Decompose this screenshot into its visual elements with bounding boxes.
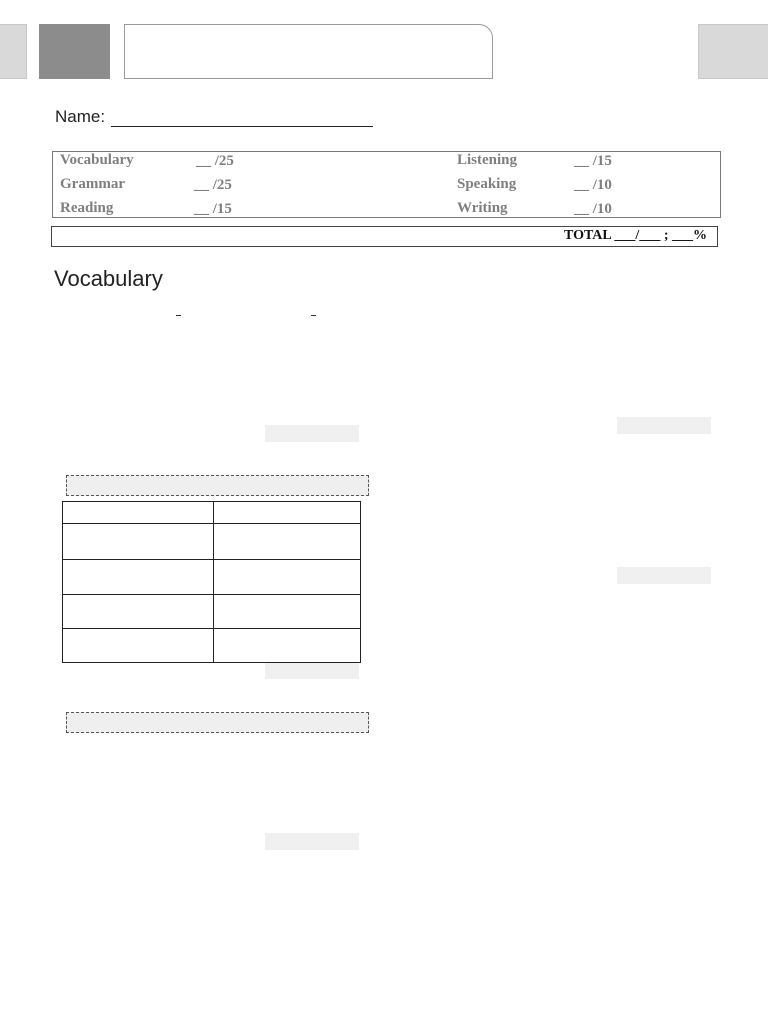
table-cell[interactable] [214,629,361,663]
answer-box[interactable] [617,417,711,434]
score-value-vocabulary: __ /25 [196,153,234,169]
right-header-tab [698,24,768,79]
table-cell[interactable] [63,502,214,524]
unit-number-block [39,24,110,79]
table-cell[interactable] [214,502,361,524]
answer-table [62,501,361,663]
score-value-writing: __ /10 [574,201,612,217]
answer-box[interactable] [265,662,359,679]
word-bank-box [66,712,369,733]
section-title: Vocabulary [54,266,163,291]
name-input-line[interactable] [111,109,373,127]
table-cell[interactable] [63,595,214,629]
total-score: TOTAL ___/___ ; ___% [563,228,707,243]
score-label-speaking: Speaking [457,176,517,192]
score-value-speaking: __ /10 [574,177,612,193]
dash-mark [311,315,316,316]
table-cell[interactable] [214,595,361,629]
total-score-box [51,226,718,247]
score-label-writing: Writing [457,200,508,216]
score-summary-box [52,151,721,218]
table-cell[interactable] [63,524,214,560]
word-bank-box [66,475,369,496]
answer-box[interactable] [617,567,711,584]
score-value-listening: __ /15 [574,153,612,169]
score-label-reading: Reading [60,200,114,216]
table-cell[interactable] [214,524,361,560]
name-row [55,107,373,127]
answer-box[interactable] [265,833,359,850]
table-cell[interactable] [63,629,214,663]
answer-box[interactable] [265,425,359,442]
left-header-tab [0,24,27,79]
score-label-listening: Listening [457,152,518,168]
table-cell[interactable] [214,560,361,595]
score-value-reading: __ /15 [194,201,232,217]
name-label: Name: [55,107,106,126]
table-cell[interactable] [63,560,214,595]
score-label-grammar: Grammar [60,176,125,192]
score-label-vocabulary: Vocabulary [60,152,134,168]
score-value-grammar: __ /25 [194,177,232,193]
test-title-box [124,24,493,79]
dash-mark [176,315,181,316]
